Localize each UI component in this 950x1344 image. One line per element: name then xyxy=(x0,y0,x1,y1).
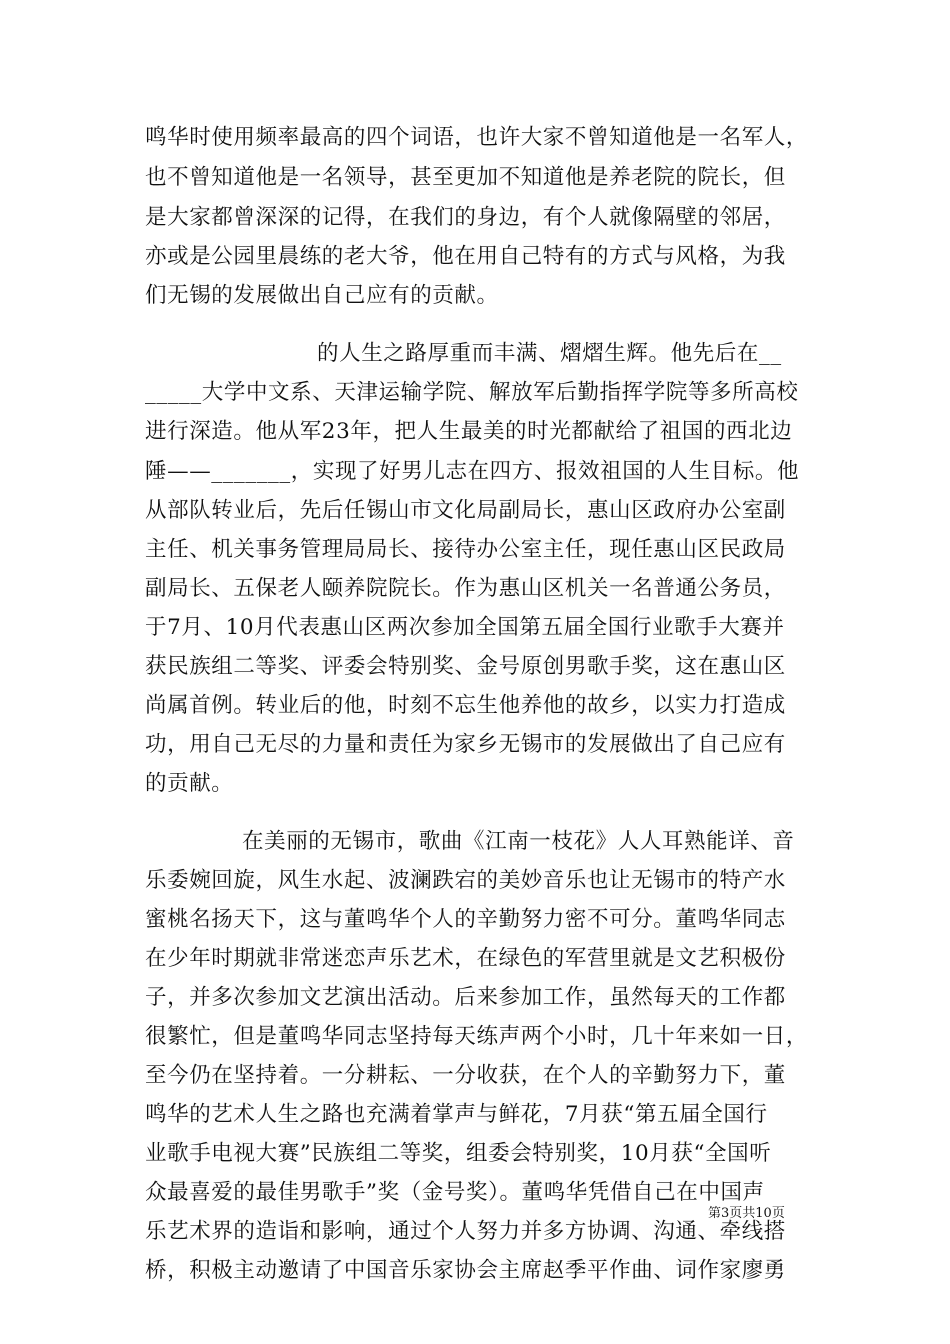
text-line: 亦或是公园里晨练的老大爷，他在用自己特有的方式与风格，为我 xyxy=(145,244,786,269)
text-line: 业歌手电视大赛”民族组二等奖，组委会特别奖，10月获“全国听 xyxy=(145,1141,772,1166)
text-line: 获民族组二等奖、评委会特别奖、金号原创男歌手奖，这在惠山区 xyxy=(145,654,786,679)
text-line: _____大学中文系、天津运输学院、解放军后勤指挥学院等多所高校 xyxy=(145,380,799,405)
text-line: 进行深造。他从军23年，把人生最美的时光都献给了祖国的西北边 xyxy=(145,419,793,444)
text-line: 在少年时期就非常迷恋声乐艺术，在绿色的军营里就是文艺积极份 xyxy=(145,946,786,971)
text-line: 蜜桃名扬天下，这与董鸣华个人的辛勤努力密不可分。董鸣华同志 xyxy=(145,907,786,932)
text-line: 子，并多次参加文艺演出活动。后来参加工作，虽然每天的工作都 xyxy=(145,985,786,1010)
text-line: 从部队转业后，先后任锡山市文化局副局长，惠山区政府办公室副 xyxy=(145,498,786,523)
text-line: 于7月、10月代表惠山区两次参加全国第五届全国行业歌手大赛并 xyxy=(145,615,785,640)
text-line: 尚属首例。转业后的他，时刻不忘生他养他的故乡，以实力打造成 xyxy=(145,693,786,718)
text-line: 鸣华的艺术人生之路也充满着掌声与鲜花，7月获“第五届全国行 xyxy=(145,1102,768,1127)
text-line: 至今仍在坚持着。一分耕耘、一分收获，在个人的辛勤努力下，董 xyxy=(145,1063,786,1088)
text-line: 们无锡的发展做出自己应有的贡献。 xyxy=(145,283,499,308)
text-line: 很繁忙，但是董鸣华同志坚持每天练声两个小时，几十年来如一日， xyxy=(145,1024,809,1049)
text-line: 鸣华时使用频率最高的四个词语，也许大家不曾知道他是一名军人， xyxy=(145,125,809,150)
text-line: 陲——_______，实现了好男儿志在四方、报效祖国的人生目标。他 xyxy=(145,459,800,484)
text-line: 乐委婉回旋，风生水起、波澜跌宕的美妙音乐也让无锡市的特产水 xyxy=(145,868,786,893)
text-line: 功，用自己无尽的力量和责任为家乡无锡市的发展做出了自己应有 xyxy=(145,732,786,757)
text-line: 的贡献。 xyxy=(145,771,234,796)
text-line: 众最喜爱的最佳男歌手”奖（金号奖）。董鸣华凭借自己在中国声 xyxy=(145,1180,765,1205)
page-number: 第3页共10页 xyxy=(708,1206,785,1221)
text-line: 副局长、五保老人颐养院院长。作为惠山区机关一名普通公务员， xyxy=(145,576,786,601)
text-line: 也不曾知道他是一名领导，甚至更加不知道他是养老院的院长，但 xyxy=(145,165,786,190)
text-line: 在美丽的无锡市，歌曲《江南一枝花》人人耳熟能详、音 xyxy=(242,829,795,854)
text-line: 的人生之路厚重而丰满、熠熠生辉。他先后在__ xyxy=(317,341,782,366)
text-line: 桥，积极主动邀请了中国音乐家协会主席赵季平作曲、词作家廖勇 xyxy=(145,1258,786,1283)
text-line: 乐艺术界的造诣和影响，通过个人努力并多方协调、沟通、牵线搭 xyxy=(145,1219,786,1244)
text-line: 主任、机关事务管理局局长、接待办公室主任，现任惠山区民政局 xyxy=(145,537,786,562)
text-line: 是大家都曾深深的记得，在我们的身边，有个人就像隔壁的邻居， xyxy=(145,205,786,230)
